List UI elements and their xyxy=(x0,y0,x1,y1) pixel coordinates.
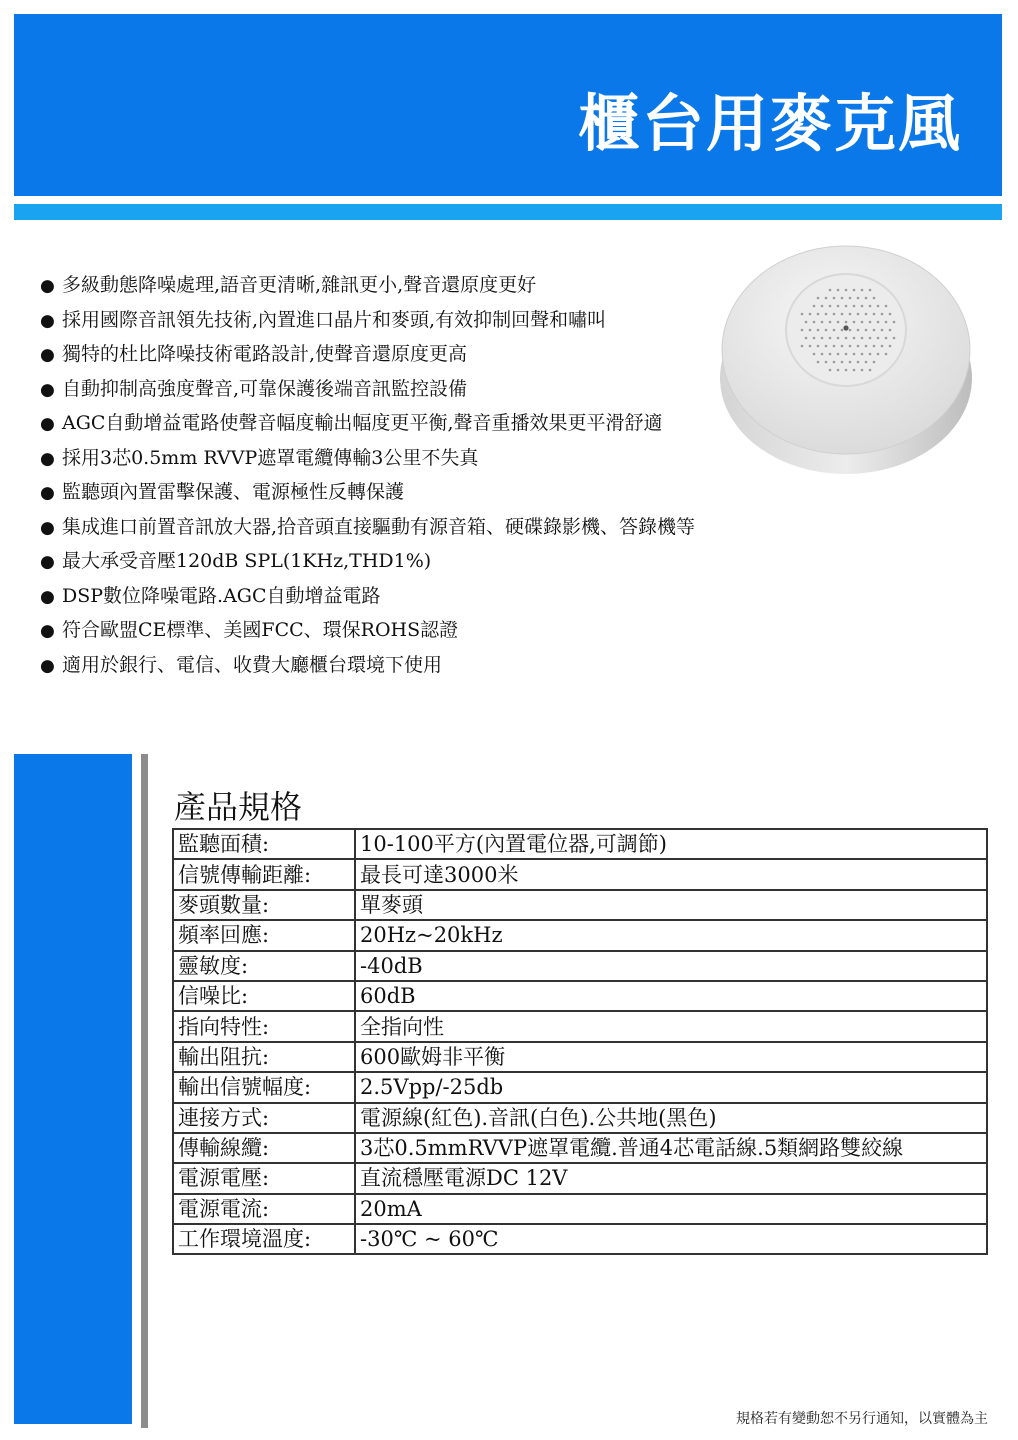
grille-hole xyxy=(825,313,828,316)
grille-hole xyxy=(857,313,860,316)
grille-hole xyxy=(865,329,868,332)
grille-hole xyxy=(881,345,884,348)
grille-hole xyxy=(841,329,844,332)
table-row xyxy=(173,1224,987,1254)
bullet-icon: ● xyxy=(40,655,55,676)
grille-hole xyxy=(873,361,876,364)
grille-hole xyxy=(849,313,852,316)
grille-hole xyxy=(845,337,848,340)
feature-item xyxy=(40,441,800,476)
grille-hole xyxy=(865,361,868,364)
table-row xyxy=(173,1163,987,1193)
feature-text: 最大承受音壓120dB SPL(1KHz,THD1%) xyxy=(62,550,432,572)
feature-text: 監聽頭內置雷擊保護、電源極性反轉保護 xyxy=(62,481,405,503)
grille-hole xyxy=(801,345,804,348)
feature-text: 多級動態降噪處理,語音更清晰,雜訊更小,聲音還原度更好 xyxy=(62,274,537,296)
bullet-icon: ● xyxy=(40,586,55,607)
spec-value: 2.5Vpp/-25db xyxy=(355,1072,987,1102)
spec-label: 信噪比: xyxy=(173,981,355,1011)
spec-value: 20mA xyxy=(355,1194,987,1224)
table-row xyxy=(173,1194,987,1224)
bullet-icon: ● xyxy=(40,345,55,365)
spec-label: 輸出阻抗: xyxy=(173,1042,355,1072)
grille-hole xyxy=(841,361,844,364)
grille-hole xyxy=(829,289,832,292)
table-row xyxy=(173,951,987,981)
table-row xyxy=(173,890,987,920)
table-row xyxy=(173,920,987,950)
grille-hole xyxy=(861,321,864,324)
spec-label: 信號傳輸距離: xyxy=(173,859,355,889)
grille-hole xyxy=(877,337,880,340)
header-stripe xyxy=(14,204,1002,220)
grille-hole xyxy=(869,337,872,340)
spec-value: 單麥頭 xyxy=(355,890,987,920)
grille-hole xyxy=(841,297,844,300)
bullet-icon: ● xyxy=(40,276,55,296)
spec-label: 電源電壓: xyxy=(173,1163,355,1193)
grille-hole xyxy=(829,353,832,356)
microphone-product-image xyxy=(718,238,974,482)
grille-hole xyxy=(845,353,848,356)
spec-value: -30℃ ~ 60℃ xyxy=(355,1224,987,1254)
grille-hole xyxy=(889,345,892,348)
side-accent-gray xyxy=(141,754,148,1428)
grille-hole xyxy=(825,329,828,332)
grille-hole xyxy=(853,337,856,340)
grille-hole xyxy=(869,369,872,372)
spec-value: 20Hz~20kHz xyxy=(355,920,987,950)
grille-hole xyxy=(841,313,844,316)
grille-hole xyxy=(833,345,836,348)
grille-hole xyxy=(853,305,856,308)
grille-hole xyxy=(861,369,864,372)
feature-text: 獨特的杜比降噪技術電路設計,使聲音還原度更高 xyxy=(62,343,468,365)
spec-label: 頻率回應: xyxy=(173,920,355,950)
grille-hole xyxy=(877,305,880,308)
grille-hole xyxy=(817,313,820,316)
grille-hole xyxy=(877,321,880,324)
footer-note: 規格若有變動恕不另行通知，以實體為主 xyxy=(736,1411,988,1427)
grille-hole xyxy=(829,369,832,372)
feature-item xyxy=(40,303,800,338)
grille-hole xyxy=(889,313,892,316)
grille-hole xyxy=(825,297,828,300)
grille-hole xyxy=(809,329,812,332)
table-row xyxy=(173,1042,987,1072)
grille-hole xyxy=(861,305,864,308)
grille-hole xyxy=(865,313,868,316)
grille-hole xyxy=(837,353,840,356)
bullet-icon: ● xyxy=(40,483,55,503)
grille-hole xyxy=(817,361,820,364)
grille-hole xyxy=(837,369,840,372)
spec-value: 3芯0.5mmRVVP遮罩電纜.普通4芯電話線.5類網路雙絞線 xyxy=(355,1133,987,1163)
table-row xyxy=(173,1103,987,1133)
grille-hole xyxy=(861,289,864,292)
table-row xyxy=(173,981,987,1011)
grille-hole xyxy=(829,305,832,308)
bullet-icon: ● xyxy=(40,517,55,538)
spec-value: 600歐姆非平衡 xyxy=(355,1042,987,1072)
grille-hole xyxy=(869,305,872,308)
grille-hole xyxy=(825,345,828,348)
bullet-icon: ● xyxy=(40,448,55,469)
grille-hole xyxy=(845,321,848,324)
grille-hole xyxy=(829,321,832,324)
grille-hole xyxy=(845,369,848,372)
feature-item xyxy=(40,337,800,372)
grille-hole xyxy=(805,337,808,340)
grille-hole xyxy=(849,329,852,332)
feature-item xyxy=(40,268,800,303)
grille-hole xyxy=(861,353,864,356)
grille-hole xyxy=(873,345,876,348)
feature-item xyxy=(40,372,800,407)
grille-hole xyxy=(817,329,820,332)
grille-hole xyxy=(873,329,876,332)
table-row xyxy=(173,1072,987,1102)
spec-value: 電源線(紅色).音訊(白色).公共地(黑色) xyxy=(355,1103,987,1133)
specs-title: 產品規格 xyxy=(174,788,303,826)
spec-label: 輸出信號幅度: xyxy=(173,1072,355,1102)
grille-hole xyxy=(853,369,856,372)
feature-text: DSP數位降噪電路.AGC自動增益電路 xyxy=(62,584,381,607)
grille-hole xyxy=(837,305,840,308)
grille-hole xyxy=(857,345,860,348)
grille-hole xyxy=(809,313,812,316)
spec-value: 直流穩壓電源DC 12V xyxy=(355,1163,987,1193)
bullet-icon: ● xyxy=(40,379,55,400)
feature-text: AGC自動增益電路使聲音幅度輸出幅度更平衡,聲音重播效果更平滑舒適 xyxy=(62,412,663,434)
feature-item xyxy=(40,648,800,683)
grille-hole xyxy=(889,329,892,332)
grille-hole xyxy=(869,289,872,292)
spec-value: 全指向性 xyxy=(355,1011,987,1041)
grille-hole xyxy=(837,321,840,324)
grille-hole xyxy=(833,361,836,364)
side-accent-blue xyxy=(14,754,132,1424)
grille-hole xyxy=(849,361,852,364)
spec-label: 麥頭數量: xyxy=(173,890,355,920)
grille-hole xyxy=(885,321,888,324)
feature-text: 適用於銀行、電信、收費大廳櫃台環境下使用 xyxy=(62,653,443,676)
grille-hole xyxy=(885,353,888,356)
spec-value: 60dB xyxy=(355,981,987,1011)
spec-value: 10-100平方(內置電位器,可調節) xyxy=(355,829,987,859)
grille-hole xyxy=(885,337,888,340)
feature-text: 自動抑制高強度聲音,可靠保護後端音訊監控設備 xyxy=(62,377,468,400)
grille-hole xyxy=(869,321,872,324)
bullet-icon: ● xyxy=(40,414,55,434)
grille-hole xyxy=(821,337,824,340)
table-row xyxy=(173,829,987,859)
bullet-icon: ● xyxy=(40,621,55,641)
feature-item xyxy=(40,544,800,579)
feature-item xyxy=(40,475,800,510)
grille-hole xyxy=(813,321,816,324)
grille-hole xyxy=(833,297,836,300)
feature-item xyxy=(40,510,800,545)
grille-hole xyxy=(833,313,836,316)
grille-hole xyxy=(821,321,824,324)
specs-table xyxy=(172,828,988,1255)
bullet-icon: ● xyxy=(40,310,55,331)
grille-hole xyxy=(805,321,808,324)
feature-item xyxy=(40,613,800,648)
feature-list xyxy=(40,268,800,682)
table-row xyxy=(173,1133,987,1163)
grille-hole xyxy=(853,321,856,324)
grille-hole xyxy=(817,297,820,300)
feature-item xyxy=(40,579,800,614)
grille-hole xyxy=(825,361,828,364)
spec-label: 指向特性: xyxy=(173,1011,355,1041)
grille-hole xyxy=(857,361,860,364)
grille-hole xyxy=(829,337,832,340)
grille-hole xyxy=(893,337,896,340)
grille-hole xyxy=(893,321,896,324)
grille-hole xyxy=(837,337,840,340)
grille-hole xyxy=(857,297,860,300)
grille-hole xyxy=(841,345,844,348)
grille-hole xyxy=(821,353,824,356)
grille-hole xyxy=(801,329,804,332)
spec-label: 工作環境溫度: xyxy=(173,1224,355,1254)
grille-hole xyxy=(817,345,820,348)
grille-hole xyxy=(809,345,812,348)
grille-hole xyxy=(813,337,816,340)
grille-hole xyxy=(873,313,876,316)
grille-hole xyxy=(865,345,868,348)
feature-item xyxy=(40,406,800,441)
grille-hole xyxy=(853,353,856,356)
feature-text: 採用國際音訊領先技術,內置進口晶片和麥頭,有效抑制回聲和嘯叫 xyxy=(62,308,607,331)
grille-hole xyxy=(881,329,884,332)
grille-hole xyxy=(849,297,852,300)
grille-hole xyxy=(801,313,804,316)
grille-hole xyxy=(845,289,848,292)
table-row xyxy=(173,1011,987,1041)
grille-hole xyxy=(869,353,872,356)
grille-hole xyxy=(821,305,824,308)
header-banner xyxy=(14,14,1002,196)
spec-value: -40dB xyxy=(355,951,987,981)
grille-hole xyxy=(877,353,880,356)
spec-label: 監聽面積: xyxy=(173,829,355,859)
grille-hole xyxy=(837,289,840,292)
grille-hole xyxy=(881,313,884,316)
grille-hole xyxy=(857,329,860,332)
spec-label: 連接方式: xyxy=(173,1103,355,1133)
table-row xyxy=(173,859,987,889)
grille-hole xyxy=(865,297,868,300)
spec-label: 傳輸線纜: xyxy=(173,1133,355,1163)
grille-hole xyxy=(813,353,816,356)
spec-label: 靈敏度: xyxy=(173,951,355,981)
grille-hole xyxy=(845,305,848,308)
grille-hole xyxy=(813,305,816,308)
grille-hole xyxy=(885,305,888,308)
grille-hole xyxy=(849,345,852,348)
grille-hole xyxy=(853,289,856,292)
grille-hole xyxy=(861,337,864,340)
page-title: 櫃台用麥克風 xyxy=(577,87,962,160)
grille-hole xyxy=(833,329,836,332)
spec-label: 電源電流: xyxy=(173,1194,355,1224)
feature-text: 集成進口前置音訊放大器,拾音頭直接驅動有源音箱、硬碟錄影機、答錄機等 xyxy=(62,515,696,538)
spec-value: 最長可達3000米 xyxy=(355,859,987,889)
grille-hole xyxy=(873,297,876,300)
feature-text: 採用3芯0.5mm RVVP遮罩電纜傳輸3公里不失真 xyxy=(62,446,479,469)
feature-text: 符合歐盟CE標準、美國FCC、環保ROHS認證 xyxy=(62,619,459,641)
bullet-icon: ● xyxy=(40,552,55,572)
